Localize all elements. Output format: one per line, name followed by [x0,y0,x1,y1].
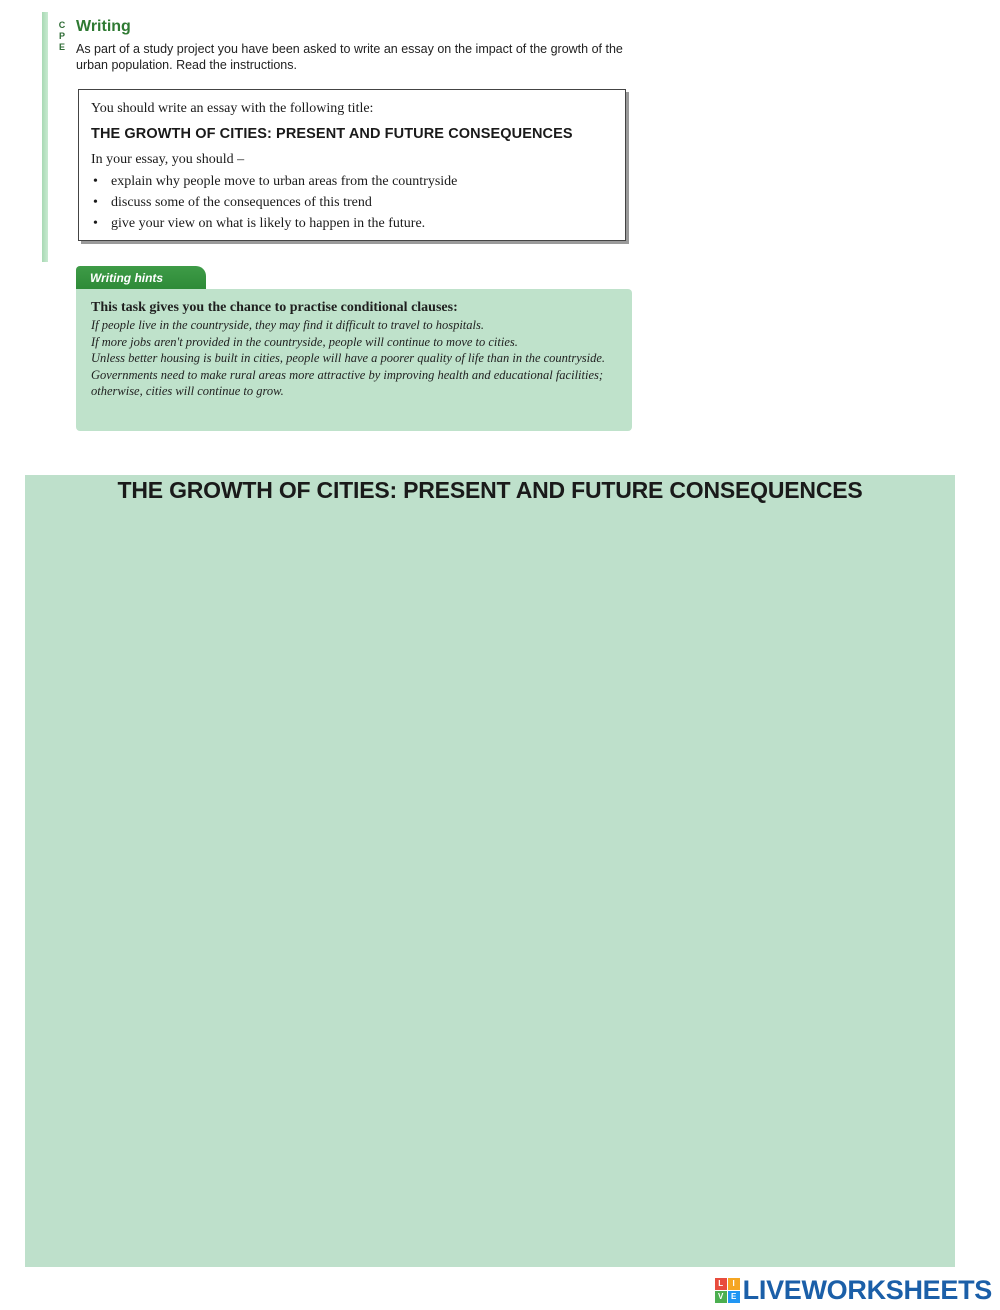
task-instructions-box [78,89,626,241]
bullet-icon: • [93,216,98,231]
task-should-line: In your essay, you should – [91,152,245,167]
logo-letter: I [728,1278,740,1290]
task-bullet-list [91,171,613,234]
bullet-icon: • [93,195,98,210]
essay-answer-input[interactable] [37,515,947,1259]
list-item [91,171,613,192]
exam-label-letter: P [58,31,65,41]
task-lead: You should write an essay with the following title: [91,101,374,116]
writing-hints-box [76,289,632,431]
logo-letter: E [728,1291,740,1303]
hint-example: Governments need to make rural areas more attractive by improving health and educational facilities; otherwise, cities will continue to grow. [91,367,604,398]
logo-letter: V [715,1291,727,1303]
list-item [91,213,613,234]
list-item-text: explain why people move to urban areas from the countryside [111,174,458,189]
writing-hints-tab: Writing hints [76,266,206,290]
liveworksheets-logo-icon [715,1278,740,1303]
hint-example: If more jobs aren't provided in the countryside, people will continue to move to cities. [91,334,518,349]
logo-letter: L [715,1278,727,1290]
list-item [91,192,613,213]
hints-lead: This task gives you the chance to practise conditional clauses: [91,300,458,315]
list-item-text: discuss some of the consequences of this trend [111,195,372,210]
task-essay-title: THE GROWTH OF CITIES: PRESENT AND FUTURE CONSEQUENCES [91,126,573,142]
section-title: Writing [76,18,131,35]
list-item-text: give your view on what is likely to happen in the future. [111,216,426,231]
liveworksheets-wordmark: LIVEWORKSHEETS [742,1274,992,1305]
side-accent-bar [42,12,48,262]
exam-label-letter: E [58,42,65,52]
hints-example-list [91,317,618,400]
section-intro: As part of a study project you have been asked to write an essay on the impact of the growth of the urban population. Read the instructions. [76,42,623,72]
bullet-icon: • [93,174,98,189]
exam-label-letter: C [58,20,66,30]
essay-answer-heading: THE GROWTH OF CITIES: PRESENT AND FUTURE CONSEQUENCES [117,477,863,503]
hint-example: Unless better housing is built in cities, people will have a poorer quality of life than in the countryside. [91,351,606,365]
hint-example: If people live in the countryside, they may find it difficult to travel to hospitals. [91,318,484,332]
essay-answer-area [25,475,955,1267]
liveworksheets-brand [715,1273,992,1307]
exam-label [55,20,69,53]
